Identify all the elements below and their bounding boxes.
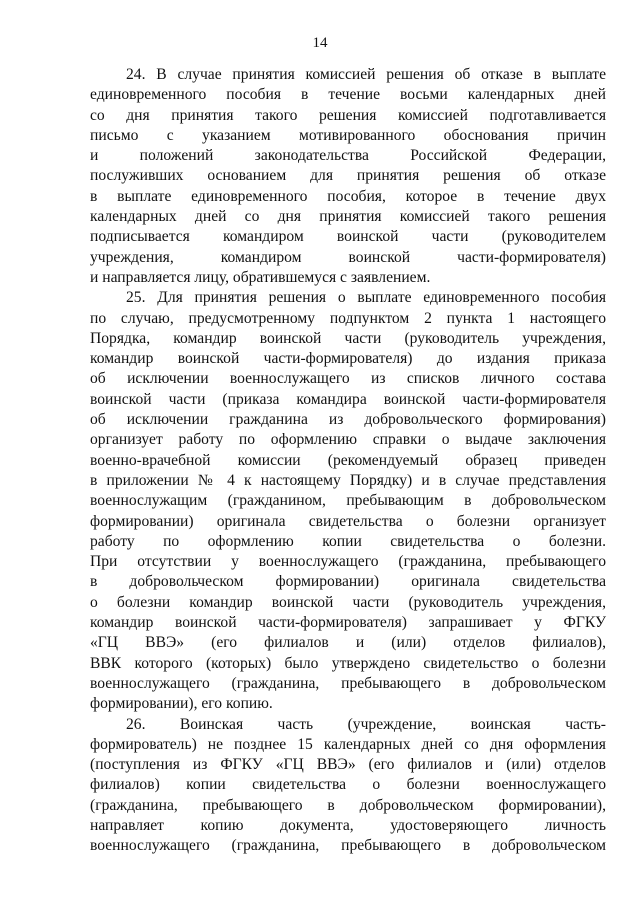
text-line: послуживших основанием для принятия решения об отказе xyxy=(90,167,606,185)
text-line: военнослужащего (гражданина, пребывающего в добровольческом xyxy=(90,674,606,692)
document-body xyxy=(90,65,606,857)
text-line: единовременного пособия в течение восьми календарных дней xyxy=(90,86,606,104)
text-line: При отсутствии у военнослужащего (гражданина, пребывающего xyxy=(90,553,606,571)
text-line: формирователь) не позднее 15 календарных дней со дня оформления xyxy=(90,735,606,753)
text-line: по случаю, предусмотренному подпунктом 2 пункта 1 настоящего xyxy=(90,309,606,327)
text-line: подписывается командиром воинской части (руководителем xyxy=(90,228,606,246)
text-line: военнослужащим (гражданином, пребывающим в добровольческом xyxy=(90,492,606,510)
text-line: воинской части (приказа командира воинской части-формирователя xyxy=(90,390,606,408)
text-line: формировании), его копию. xyxy=(90,695,273,713)
text-line: ВВК которого (которых) было утверждено свидетельство о болезни xyxy=(90,654,606,672)
text-line: в добровольческом формировании) оригинала свидетельства xyxy=(90,573,606,591)
text-line: в выплате единовременного пособия, которое в течение двух xyxy=(90,187,606,205)
text-line: учреждения, командиром воинской части-формирователя) xyxy=(90,248,606,266)
text-line: 26. Воинская часть (учреждение, воинская часть- xyxy=(126,715,606,733)
text-line: и направляется лицу, обратившемуся с заявлением. xyxy=(90,268,431,286)
text-line: организует работу по оформлению справки о выдаче заключения xyxy=(90,431,606,449)
text-line: об исключении гражданина из добровольческого формирования) xyxy=(90,411,606,429)
text-line: командир воинской части-формирователя) запрашивает у ФГКУ xyxy=(90,614,606,632)
text-line: работу по оформлению копии свидетельства о болезни. xyxy=(90,532,606,550)
text-line: формировании) оригинала свидетельства о болезни организует xyxy=(90,512,606,530)
text-line: «ГЦ ВВЭ» (его филиалов и (или) отделов филиалов), xyxy=(90,634,606,652)
text-line: филиалов) копии свидетельства о болезни военнослужащего xyxy=(90,776,606,794)
page-number: 14 xyxy=(312,35,328,51)
text-line: (поступления из ФГКУ «ГЦ ВВЭ» (его филиалов и (или) отделов xyxy=(90,756,606,774)
text-line: 25. Для принятия решения о выплате единовременного пособия xyxy=(126,289,606,307)
text-line: календарных дней со дня принятия комиссией такого решения xyxy=(90,208,606,226)
text-line: военно-врачебной комиссии (рекомендуемый образец приведен xyxy=(90,451,606,469)
text-line: письмо с указанием мотивированного обоснования причин xyxy=(90,126,606,144)
text-line: о болезни командир воинской части (руководитель учреждения, xyxy=(90,593,606,611)
text-line: в приложении № 4 к настоящему Порядку) и в случае представления xyxy=(90,471,606,489)
text-line: со дня принятия такого решения комиссией подготавливается xyxy=(90,106,606,124)
text-line: (гражданина, пребывающего в добровольческом формировании), xyxy=(90,796,606,814)
text-line: Порядка, командир воинской части (руководитель учреждения, xyxy=(90,329,606,347)
text-line: и положений законодательства Российской Федерации, xyxy=(90,147,606,165)
text-line: 24. В случае принятия комиссией решения об отказе в выплате xyxy=(126,66,606,83)
text-line: направляет копию документа, удостоверяющего личность xyxy=(90,816,606,834)
text-line: командир воинской части-формирователя) до издания приказа xyxy=(90,350,606,368)
text-line: об исключении военнослужащего из списков личного состава xyxy=(90,370,606,388)
text-line: военнослужащего (гражданина, пребывающего в добровольческом xyxy=(90,837,606,855)
